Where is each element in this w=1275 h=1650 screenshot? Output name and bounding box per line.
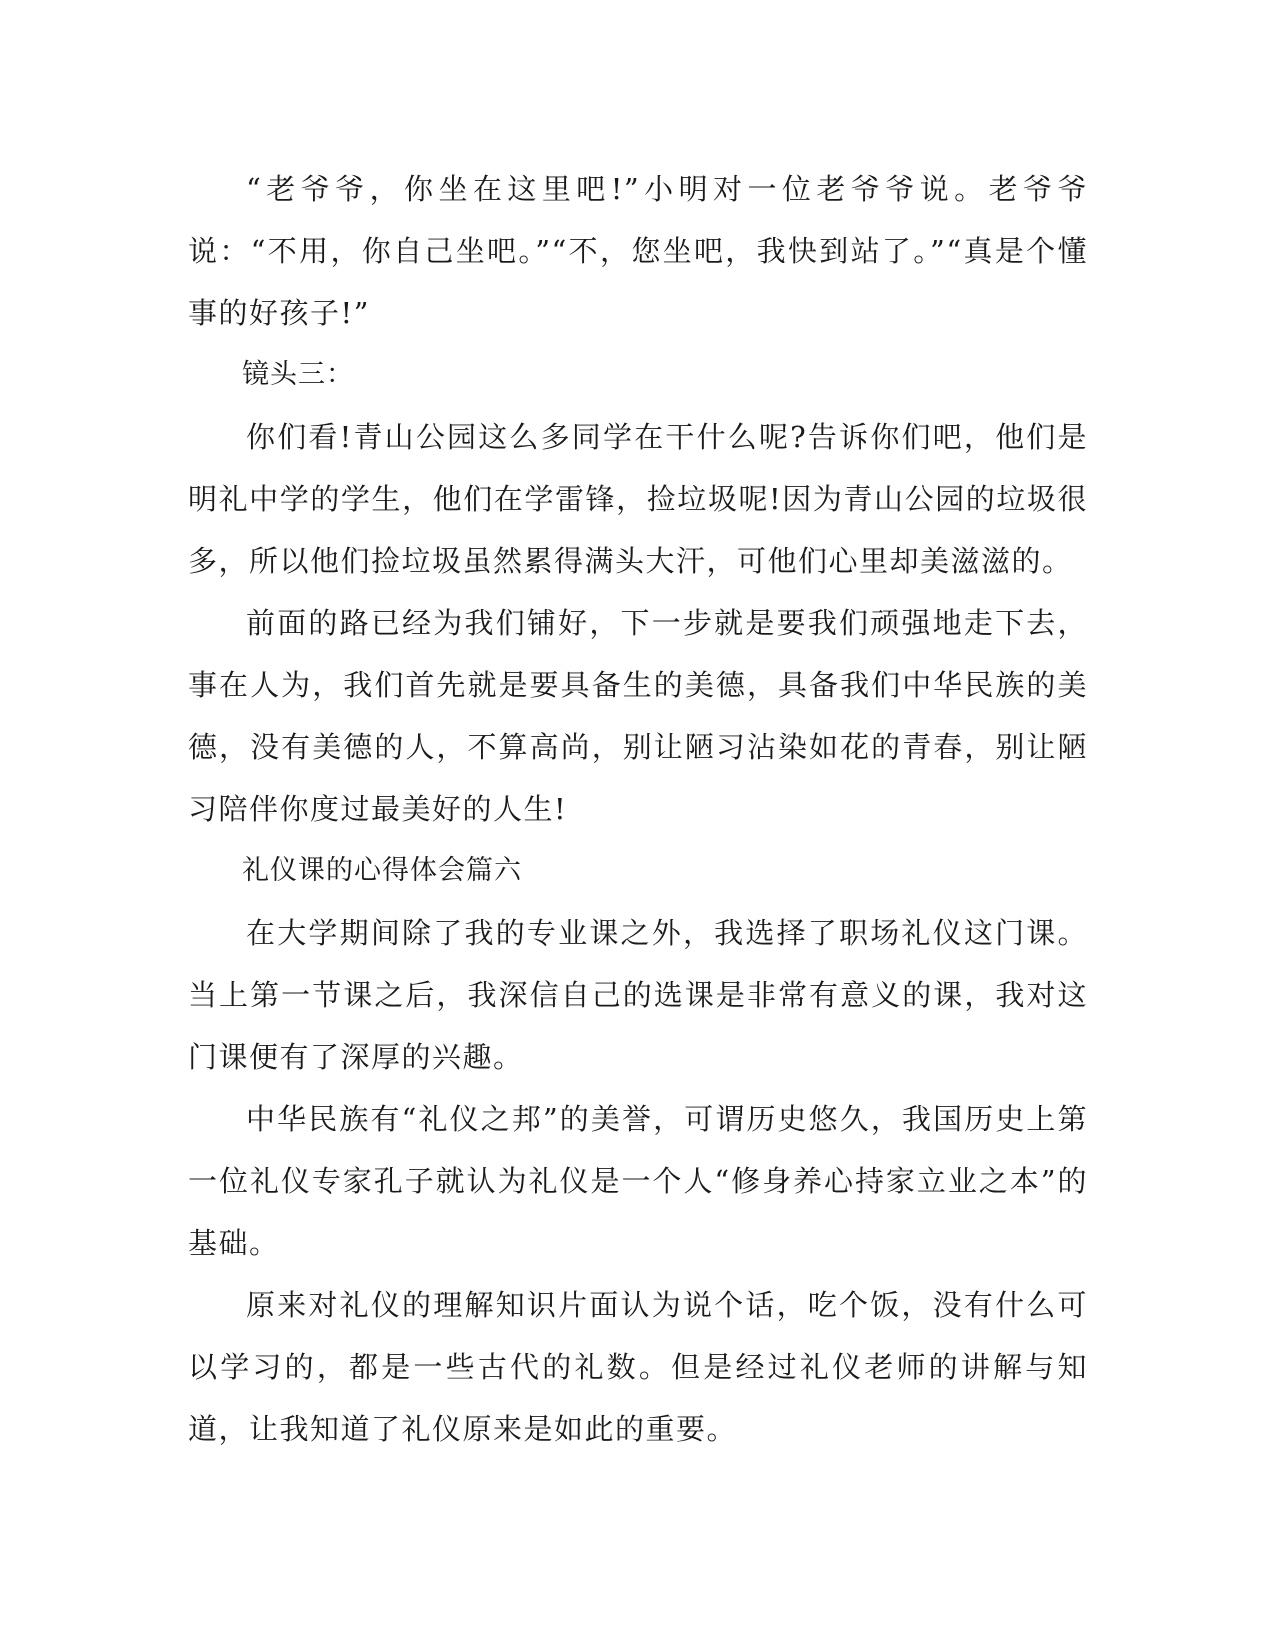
section-label-scene-three: 镜头三： xyxy=(242,359,354,390)
paragraph-dialogue: “老爷爷，你坐在这里吧!”小明对一位老爷爷说。老爷爷说：“不用，你自己坐吧。”“不，您坐吧，我快到站了。”“真是个懂事的好孩子!” xyxy=(188,172,1088,330)
document-body xyxy=(188,158,1088,1460)
paragraph-history: 中华民族有“礼仪之邦”的美誉，可谓历史悠久，我国历史上第一位礼仪专家孔子就认为礼仪是一个人“修身养心持家立业之本”的基础。 xyxy=(188,1102,1088,1260)
paragraph-course: 在大学期间除了我的专业课之外，我选择了职场礼仪这门课。当上第一节课之后，我深信自己的选课是非常有意义的课，我对这门课便有了深厚的兴趣。 xyxy=(188,916,1088,1074)
paragraph-virtue: 前面的路已经为我们铺好，下一步就是要我们顽强地走下去，事在人为，我们首先就是要具备生的美德，具备我们中华民族的美德，没有美德的人，不算高尚，别让陋习沾染如花的青春，别让陋习陪伴你度过最美好的人生! xyxy=(188,606,1088,826)
paragraph-understanding: 原来对礼仪的理解知识片面认为说个话，吃个饭，没有什么可以学习的，都是一些古代的礼数。但是经过礼仪老师的讲解与知道，让我知道了礼仪原来是如此的重要。 xyxy=(188,1288,1088,1446)
section-title-part-six: 礼仪课的心得体会篇六 xyxy=(242,855,522,886)
paragraph-park: 你们看!青山公园这么多同学在干什么呢?告诉你们吧，他们是明礼中学的学生，他们在学雷锋，捡垃圾呢!因为青山公园的垃圾很多，所以他们捡垃圾虽然累得满头大汗，可他们心里却美滋滋的。 xyxy=(188,420,1088,578)
